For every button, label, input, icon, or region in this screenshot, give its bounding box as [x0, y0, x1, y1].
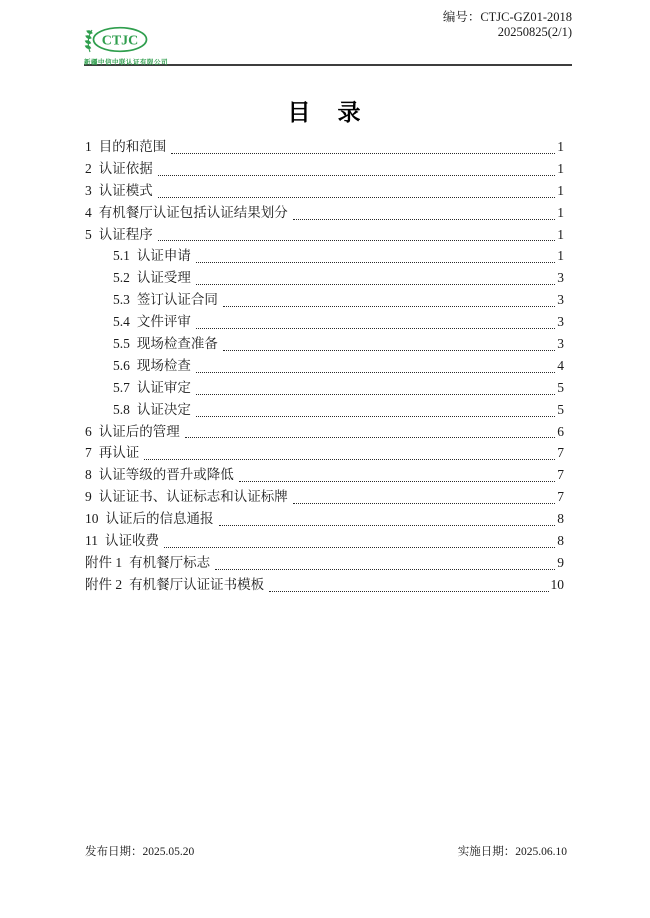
- toc-dot-leader: [239, 481, 556, 482]
- toc-dot-leader: [185, 437, 556, 438]
- toc-entry-page: 1: [557, 182, 564, 198]
- toc-entry-label: 认证决定: [136, 401, 191, 417]
- toc-entry[interactable]: [85, 574, 564, 596]
- toc-dot-leader: [196, 394, 555, 395]
- toc-entry[interactable]: [85, 530, 564, 552]
- company-name: 新疆中信中联认证有限公司: [84, 59, 168, 66]
- toc-entry-number: 10: [85, 511, 99, 527]
- toc-dot-leader: [196, 372, 555, 373]
- toc-entry[interactable]: [85, 442, 564, 464]
- toc-entry[interactable]: [85, 552, 564, 574]
- toc-entry-number: 9: [85, 489, 92, 505]
- toc-dot-leader: [196, 284, 555, 285]
- toc-entry-page: 8: [557, 533, 564, 549]
- doc-number-value: CTJC-GZ01-2018: [480, 10, 572, 24]
- toc-dot-leader: [158, 240, 556, 241]
- toc-entry-number: 附件 2: [85, 576, 123, 592]
- toc-entry-page: 3: [557, 336, 564, 352]
- toc-dot-leader: [196, 262, 555, 263]
- toc-entry-label: 现场检查准备: [136, 336, 218, 352]
- toc-entry-number: 附件 1: [85, 554, 123, 570]
- toc-entry-label: 有机餐厅认证包括认证结果划分: [98, 204, 288, 220]
- toc-entry[interactable]: [85, 377, 564, 399]
- toc-entry-number: 5.7: [113, 379, 130, 395]
- toc-dot-leader: [196, 416, 555, 417]
- toc-dot-leader: [269, 591, 548, 592]
- toc-entry-number: 5.1: [113, 248, 130, 264]
- toc-entry[interactable]: [85, 245, 564, 267]
- toc-entry[interactable]: [85, 355, 564, 377]
- toc-entry[interactable]: [85, 158, 564, 180]
- toc-entry[interactable]: [85, 421, 564, 443]
- company-logo-block: [84, 26, 244, 66]
- toc-entry-number: 11: [85, 533, 98, 549]
- toc-entry-label: 签订认证合同: [136, 292, 218, 308]
- toc-entry-label: 认证证书、认证标志和认证标牌: [98, 489, 288, 505]
- toc-entry-number: 5.2: [113, 270, 130, 286]
- doc-number-label: 编号：: [442, 10, 481, 24]
- page-footer: [85, 843, 567, 859]
- toc-dot-leader: [219, 525, 556, 526]
- doc-version-line: 20250825(2/1): [497, 25, 572, 39]
- toc-entry-label: 现场检查: [136, 357, 191, 373]
- toc-entry-label: 认证等级的晋升或降低: [98, 467, 234, 483]
- implement-date-value: 2025.06.10: [515, 846, 567, 858]
- toc-dot-leader: [293, 219, 556, 220]
- toc-entry-page: 6: [557, 423, 564, 439]
- toc-entry-page: 10: [550, 576, 564, 592]
- toc-entry-page: 3: [557, 270, 564, 286]
- toc-entry[interactable]: [85, 136, 564, 158]
- toc-entry-label: 认证后的管理: [98, 423, 180, 439]
- toc-dot-leader: [158, 175, 556, 176]
- toc-entry-label: 有机餐厅认证证书模板: [129, 576, 265, 592]
- implement-date-line: [458, 843, 567, 859]
- toc-entry[interactable]: [85, 224, 564, 246]
- toc-entry-page: 1: [557, 226, 564, 242]
- toc-entry-page: 8: [557, 511, 564, 527]
- toc-entry-page: 1: [557, 248, 564, 264]
- toc-entry-label: 目的和范围: [98, 139, 167, 154]
- doc-number-line: [443, 10, 572, 25]
- toc-dot-leader: [196, 328, 555, 329]
- toc-entry[interactable]: [85, 289, 564, 311]
- toc-entry-page: 1: [557, 160, 564, 176]
- toc-entry-label: 认证申请: [136, 248, 191, 264]
- toc-entry-page: 4: [557, 357, 564, 373]
- toc-list: [85, 136, 564, 596]
- toc-entry-number: 5.6: [113, 357, 130, 373]
- ctjc-logo-icon: [84, 26, 148, 56]
- toc-entry-page: 7: [557, 445, 564, 461]
- release-date-line: [85, 843, 194, 859]
- toc-entry-number: 6: [85, 423, 92, 439]
- toc-entry-number: 5.8: [113, 401, 130, 417]
- toc-entry-number: 8: [85, 467, 92, 483]
- toc-dot-leader: [223, 306, 555, 307]
- toc-entry[interactable]: [85, 180, 564, 202]
- toc-dot-leader: [171, 153, 555, 154]
- toc-dot-leader: [223, 350, 555, 351]
- toc-entry-number: 7: [85, 445, 92, 461]
- toc-entry-page: 7: [557, 489, 564, 505]
- toc-entry-number: 4: [85, 204, 92, 220]
- toc-entry-number: 3: [85, 182, 92, 198]
- toc-entry-number: 5.3: [113, 292, 130, 308]
- release-date-value: 2025.05.20: [142, 846, 195, 858]
- toc-entry-number: 5.5: [113, 336, 130, 352]
- toc-entry-label: 认证后的信息通报: [105, 511, 214, 527]
- toc-entry-page: 1: [557, 204, 564, 220]
- toc-entry-page: 5: [557, 379, 564, 395]
- toc-entry[interactable]: [85, 267, 564, 289]
- toc-entry-page: 1: [557, 139, 564, 154]
- toc-entry-number: 1: [85, 139, 92, 154]
- toc-entry-label: 再认证: [98, 445, 140, 461]
- toc-dot-leader: [158, 197, 556, 198]
- toc-entry-label: 认证程序: [98, 226, 153, 242]
- toc-entry[interactable]: [85, 399, 564, 421]
- release-date-label: 发布日期：: [85, 846, 143, 858]
- toc-entry-page: 3: [557, 292, 564, 308]
- toc-entry-label: 认证模式: [98, 182, 153, 198]
- toc-entry[interactable]: [85, 333, 564, 355]
- toc-entry-page: 9: [557, 554, 564, 570]
- toc-entry-label: 认证审定: [136, 379, 191, 395]
- toc-entry-number: 2: [85, 160, 92, 176]
- toc-entry-number: 5: [85, 226, 92, 242]
- header-codes: [443, 10, 572, 40]
- implement-date-label: 实施日期：: [457, 846, 516, 858]
- toc-dot-leader: [215, 569, 555, 570]
- toc-dot-leader: [144, 459, 555, 460]
- toc-entry[interactable]: [85, 508, 564, 530]
- toc-entry-page: 7: [557, 467, 564, 483]
- logo-text: CTJC: [101, 33, 139, 49]
- page-header: [84, 0, 572, 66]
- toc-entry-page: 5: [557, 401, 564, 417]
- toc-entry-number: 5.4: [113, 314, 130, 330]
- toc-dot-leader: [293, 503, 556, 504]
- toc-entry-label: 有机餐厅标志: [129, 554, 211, 570]
- toc-entry[interactable]: [85, 311, 564, 333]
- toc-entry[interactable]: [85, 464, 564, 486]
- toc-entry-label: 认证受理: [136, 270, 191, 286]
- toc-entry-label: 认证收费: [105, 533, 159, 549]
- page-title: 目 录: [287, 100, 363, 125]
- toc-entry-page: 3: [557, 314, 564, 330]
- toc-entry[interactable]: [85, 486, 564, 508]
- toc-entry-label: 认证依据: [98, 160, 153, 176]
- toc-dot-leader: [164, 547, 555, 548]
- toc-entry-label: 文件评审: [136, 314, 191, 330]
- toc-entry[interactable]: [85, 202, 564, 224]
